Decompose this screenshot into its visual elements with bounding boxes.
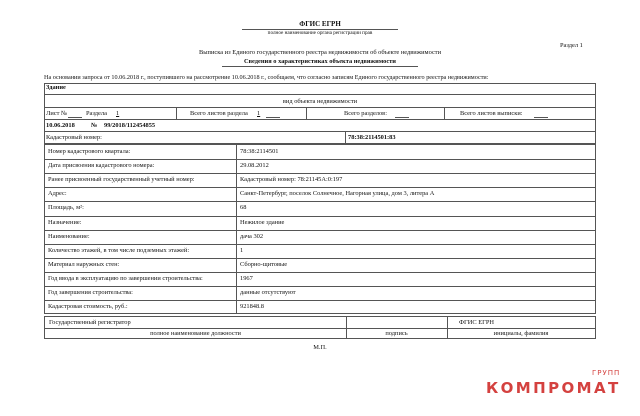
- watermark-logo: КОМПРОМАТ: [486, 379, 621, 397]
- object-kind: Здание: [46, 84, 66, 91]
- org-caption: полное наименование органа регистрации прав: [267, 30, 373, 36]
- row-divider: [45, 300, 595, 301]
- sheet-section-number: 1: [116, 110, 120, 117]
- row-divider: [45, 258, 595, 259]
- divider: [345, 131, 346, 144]
- statement-number-label: №: [91, 122, 98, 129]
- sheet-section-label: Раздела: [86, 110, 107, 117]
- blank-line: [68, 117, 82, 118]
- row-value: 78:38:2114501: [240, 148, 279, 155]
- divider: [44, 107, 596, 108]
- registrar-org: ФГИС ЕГРН: [459, 319, 494, 326]
- blank-line: [266, 117, 280, 118]
- section-label: Раздел 1: [560, 42, 583, 49]
- object-kind-caption: вид объекта недвижимости: [282, 98, 358, 105]
- divider: [44, 131, 596, 132]
- caption-position: полное наименование должности: [150, 330, 241, 337]
- row-label: Ранее присвоенный государственный учетный номер:: [48, 176, 195, 183]
- divider: [444, 107, 445, 119]
- row-divider: [45, 272, 595, 273]
- row-value: дача 302: [240, 233, 264, 240]
- total-sheets-section-label: Всего листов раздела: [190, 110, 248, 117]
- total-sheets-label: Всего листов выписки:: [460, 110, 523, 117]
- statement-date: 10.06.2018: [46, 122, 75, 129]
- column-divider: [236, 145, 237, 313]
- row-divider: [45, 216, 595, 217]
- blank-line: [395, 117, 409, 118]
- divider: [45, 328, 595, 329]
- row-value: Санкт-Петербург, поселок Солнечное, Нагорная улица, дом 3, литера А: [240, 190, 435, 197]
- row-value: данные отсутствуют: [240, 289, 296, 296]
- row-value: Сборно-щитовые: [240, 261, 288, 268]
- row-label: Год ввода в эксплуатацию по завершении строительства:: [48, 275, 203, 282]
- row-label: Наименование:: [48, 233, 90, 240]
- row-divider: [45, 187, 595, 188]
- row-label: Номер кадастрового квартала:: [48, 148, 131, 155]
- row-label: Площадь, м²:: [48, 204, 84, 211]
- row-label: Материал наружных стен:: [48, 261, 120, 268]
- row-label: Назначение:: [48, 219, 82, 226]
- divider: [44, 94, 596, 95]
- divider: [44, 119, 596, 120]
- blank-line: [534, 117, 548, 118]
- row-label: Год завершения строительства:: [48, 289, 133, 296]
- row-value: 29.08.2012: [240, 162, 269, 169]
- watermark-logo-small: ГРУПП: [592, 369, 621, 377]
- row-label: Дата присвоения кадастрового номера:: [48, 162, 155, 169]
- org-name: ФГИС ЕГРН: [299, 20, 341, 28]
- total-sections-label: Всего разделов:: [344, 110, 387, 117]
- document-title: Выписка из Единого государственного реестра недвижимости об объекте недвижимости: [198, 49, 441, 56]
- registrar-label: Государственный регистратор: [49, 319, 131, 326]
- intro-text: На основании запроса от 10.06.2018 г., поступившего на рассмотрение 10.06.2018 г., сообщаем, что согласно записям Единого государственного реестра недвижимости:: [44, 74, 489, 81]
- statement-number: 99/2018/112454855: [104, 122, 156, 129]
- signature-table: [44, 316, 596, 339]
- row-label: Количество этажей, в том числе подземных этажей:: [48, 247, 190, 254]
- row-divider: [45, 159, 595, 160]
- caption-initials: инициалы, фамилия: [493, 330, 549, 337]
- document-subtitle: Сведения о характеристиках объекта недвижимости: [243, 58, 396, 65]
- row-value: Нежилое здание: [240, 219, 285, 226]
- total-sheets-section-number: 1: [257, 110, 261, 117]
- row-divider: [45, 230, 595, 231]
- row-value: 1967: [240, 275, 253, 282]
- cadastral-number-value: 78:38:2114501:83: [348, 134, 396, 141]
- subtitle-underline: [222, 66, 418, 67]
- row-label: Адрес:: [48, 190, 67, 197]
- sheet-number-label: Лист №: [46, 110, 68, 117]
- characteristics-table: [44, 144, 596, 314]
- row-divider: [45, 286, 595, 287]
- row-value: 1: [240, 247, 244, 254]
- row-value: Кадастровый номер: 78:21145А:0:197: [240, 176, 343, 183]
- row-label: Кадастровая стоимость, руб.:: [48, 303, 128, 310]
- divider: [306, 107, 307, 119]
- divider: [176, 107, 177, 119]
- row-value: 921848.8: [240, 303, 264, 310]
- stamp-place: М.П.: [313, 344, 327, 351]
- caption-signature: подпись: [385, 330, 408, 337]
- row-value: 68: [240, 204, 247, 211]
- row-divider: [45, 244, 595, 245]
- row-divider: [45, 173, 595, 174]
- row-divider: [45, 201, 595, 202]
- cadastral-number-label: Кадастровый номер:: [46, 134, 102, 141]
